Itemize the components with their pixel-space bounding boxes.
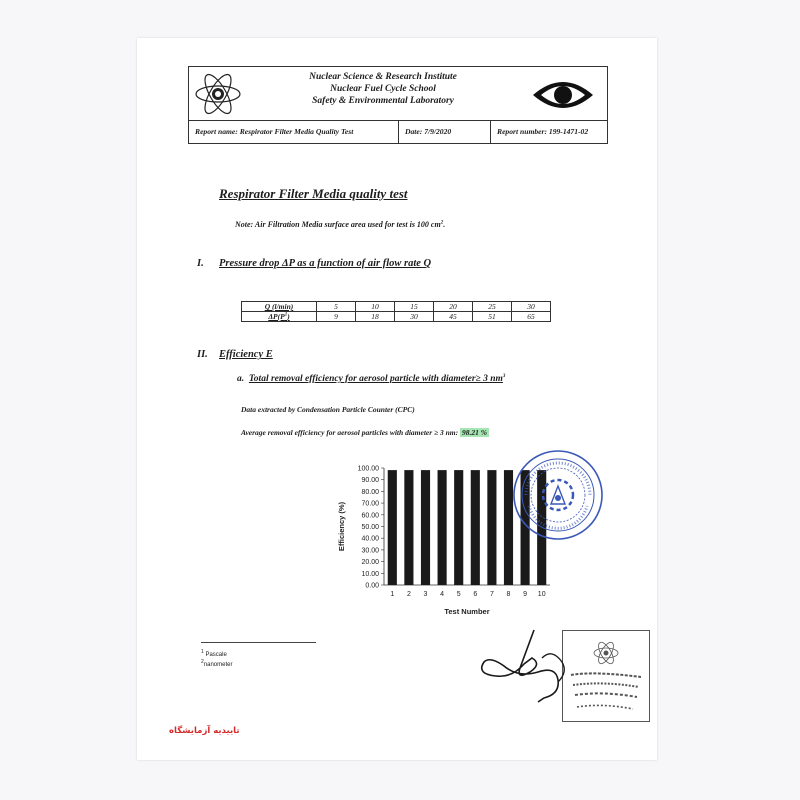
average-efficiency-value: 98.21 % [462, 428, 488, 437]
bar [471, 470, 480, 585]
y-tick-label: 20.00 [361, 559, 379, 567]
y-tick-label: 50.00 [361, 524, 379, 531]
average-efficiency-text: Average removal efficiency for aerosol particles with diameter ≥ 3 nm: 98.21 % [241, 428, 488, 437]
table-cell: 18 [356, 312, 395, 322]
report-info-row [189, 120, 607, 143]
y-tick-label: 40.00 [361, 535, 379, 543]
table-row [242, 312, 551, 322]
y-tick-label: 100.00 [357, 465, 379, 473]
y-tick-label: 90.00 [361, 477, 379, 485]
table-row [242, 302, 551, 312]
y-tick-label: 0.00 [365, 582, 379, 590]
table-cell: 20 [434, 302, 473, 312]
table-cell: 5 [317, 302, 356, 312]
x-tick-label: 10 [537, 591, 546, 598]
report-name: Report name: Respirator Filter Media Quality Test [189, 121, 399, 143]
x-tick-label: 8 [506, 591, 511, 598]
footnote-divider [201, 642, 316, 643]
table-cell: 30 [395, 312, 434, 322]
x-tick-label: 7 [489, 591, 494, 598]
bar [438, 470, 447, 585]
row-label-dp: $\Delta P(P^1)$ [242, 312, 317, 322]
x-tick-label: 4 [440, 591, 445, 598]
y-tick-label: 10.00 [361, 570, 379, 578]
bar [454, 470, 463, 585]
table-cell: 15 [395, 302, 434, 312]
table-cell: 10 [356, 302, 395, 312]
x-tick-label: 2 [406, 591, 411, 598]
bar [404, 470, 413, 585]
lab-approval-text: تاییدیه آزمایشگاه [169, 726, 240, 736]
signature [472, 628, 592, 708]
lab-seal-stamp [511, 448, 605, 542]
y-tick-label: 30.00 [361, 547, 379, 555]
bar [487, 470, 496, 585]
x-tick-label: 9 [523, 591, 528, 598]
eye-logo-icon [531, 75, 595, 115]
institute-name: Nuclear Science & Research Institute Nuclear Fuel Cycle School Safety & Environmental Laboratory [309, 72, 457, 106]
document-title: Respirator Filter Media quality test [219, 186, 408, 201]
table-cell: 25 [473, 302, 512, 312]
footnote-2: $^2$nanometer [201, 659, 233, 668]
table-cell: 65 [512, 312, 551, 322]
table-cell: 30 [512, 302, 551, 312]
bar [421, 470, 430, 585]
atom-logo-icon [191, 69, 245, 119]
table-cell: 51 [473, 312, 512, 322]
footnote-1: $^1$ Pascale [201, 649, 227, 658]
x-axis-label: Test Number [444, 607, 490, 616]
y-tick-label: 60.00 [361, 512, 379, 520]
report-header [188, 66, 608, 144]
document-page [137, 38, 657, 760]
row-label-q: Q (l/min) [242, 302, 317, 312]
y-tick-label: 80.00 [361, 488, 379, 496]
x-tick-label: 6 [473, 591, 478, 598]
report-date: Date: 7/9/2020 [399, 121, 491, 143]
report-number: Report number: 199-1471-02 [497, 127, 589, 136]
x-tick-label: 5 [456, 591, 461, 598]
section-2-heading: II. Efficiency E [197, 349, 273, 360]
bar [388, 470, 397, 585]
section-1-heading: I. Pressure drop ΔP as a function of air flow rate Q [197, 258, 432, 269]
y-axis-label: Efficiency (%) [337, 501, 346, 552]
note: Note: Air Filtration Media surface area used for test is 100 $cm^2$. [235, 220, 446, 229]
y-tick-label: 70.00 [361, 500, 379, 508]
x-tick-label: 3 [423, 591, 428, 598]
pressure-drop-table [241, 301, 551, 322]
x-tick-label: 1 [390, 591, 395, 598]
data-source-text: Data extracted by Condensation Particle Counter (CPC) [241, 405, 415, 414]
table-cell: 9 [317, 312, 356, 322]
table-cell: 45 [434, 312, 473, 322]
subsection-a-heading: a. Total removal efficiency for aerosol particle with diameter≥ 3 $nm^3$ [237, 374, 506, 385]
